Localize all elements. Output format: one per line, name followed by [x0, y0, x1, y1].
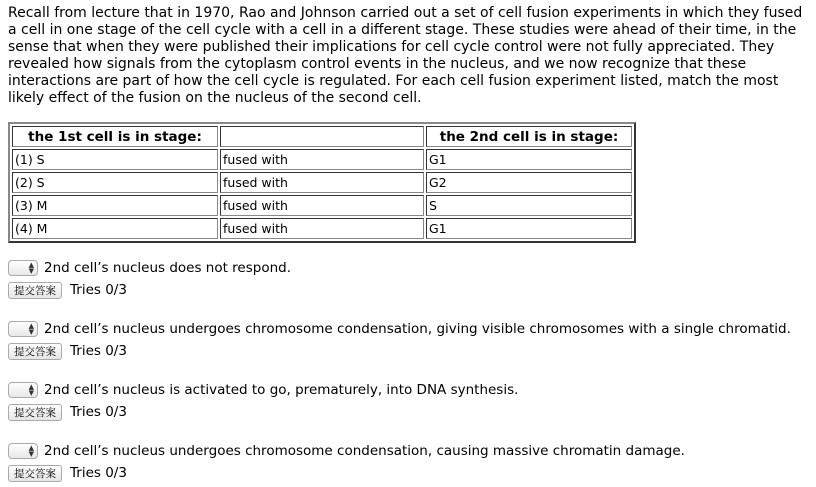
tries-counter: Tries 0/3	[70, 404, 127, 420]
second-cell-stage: S	[426, 195, 632, 216]
header-blank	[220, 126, 424, 147]
first-cell-stage: (1) S	[12, 149, 218, 170]
submit-answer-button[interactable]: 提交答案	[8, 343, 62, 360]
table-row	[12, 149, 632, 170]
first-cell-stage: (4) M	[12, 218, 218, 239]
header-first-cell: the 1st cell is in stage:	[12, 126, 218, 147]
question-text: 2nd cell’s nucleus undergoes chromosome condensation, giving visible chromosomes with a single chromatid.	[44, 321, 791, 337]
up-down-arrows-icon: ▲ ▼	[28, 383, 34, 397]
tries-counter: Tries 0/3	[70, 465, 127, 481]
answer-select-4[interactable]	[8, 443, 38, 459]
answer-select-3[interactable]	[8, 382, 38, 398]
table-row	[12, 218, 632, 239]
table-row	[12, 172, 632, 193]
table-row	[12, 195, 632, 216]
fused-with-text: fused with	[220, 195, 424, 216]
question-text: 2nd cell’s nucleus undergoes chromosome condensation, causing massive chromatin damage.	[44, 443, 685, 459]
second-cell-stage: G1	[426, 218, 632, 239]
second-cell-stage: G1	[426, 149, 632, 170]
tries-counter: Tries 0/3	[70, 282, 127, 298]
up-down-arrows-icon: ▲ ▼	[28, 322, 34, 336]
question-text: 2nd cell’s nucleus is activated to go, prematurely, into DNA synthesis.	[44, 382, 519, 398]
question-2	[8, 319, 791, 361]
answer-select-1[interactable]	[8, 260, 38, 276]
question-1	[8, 258, 291, 300]
submit-answer-button[interactable]: 提交答案	[8, 282, 62, 299]
question-text: 2nd cell’s nucleus does not respond.	[44, 260, 292, 276]
first-cell-stage: (3) M	[12, 195, 218, 216]
table-header-row	[12, 126, 632, 147]
second-cell-stage: G2	[426, 172, 632, 193]
submit-answer-button[interactable]: 提交答案	[8, 465, 62, 482]
question-4	[8, 441, 685, 483]
up-down-arrows-icon: ▲ ▼	[28, 261, 34, 275]
first-cell-stage: (2) S	[12, 172, 218, 193]
problem-intro-text: Recall from lecture that in 1970, Rao and Johnson carried out a set of cell fusion experiments in which they fused a cell in one stage of the cell cycle with a cell in a different stage. These studies were ahead of their time, in the sense that when they were published their implications for cell cycle control were not fully appreciated. They revealed how signals from the cytoplasm control events in the nucleus, and we now recognize that these interactions are part of how the cell cycle is regulated. For each cell fusion experiment listed, match the most likely effect of the fusion on the nucleus of the second cell.	[8, 5, 803, 106]
fused-with-text: fused with	[220, 218, 424, 239]
tries-counter: Tries 0/3	[70, 343, 127, 359]
up-down-arrows-icon: ▲ ▼	[28, 444, 34, 458]
fused-with-text: fused with	[220, 149, 424, 170]
question-3	[8, 380, 518, 422]
answer-select-2[interactable]	[8, 321, 38, 337]
submit-answer-button[interactable]: 提交答案	[8, 404, 62, 421]
fused-with-text: fused with	[220, 172, 424, 193]
header-second-cell: the 2nd cell is in stage:	[426, 126, 632, 147]
fusion-experiments-table	[8, 122, 636, 243]
